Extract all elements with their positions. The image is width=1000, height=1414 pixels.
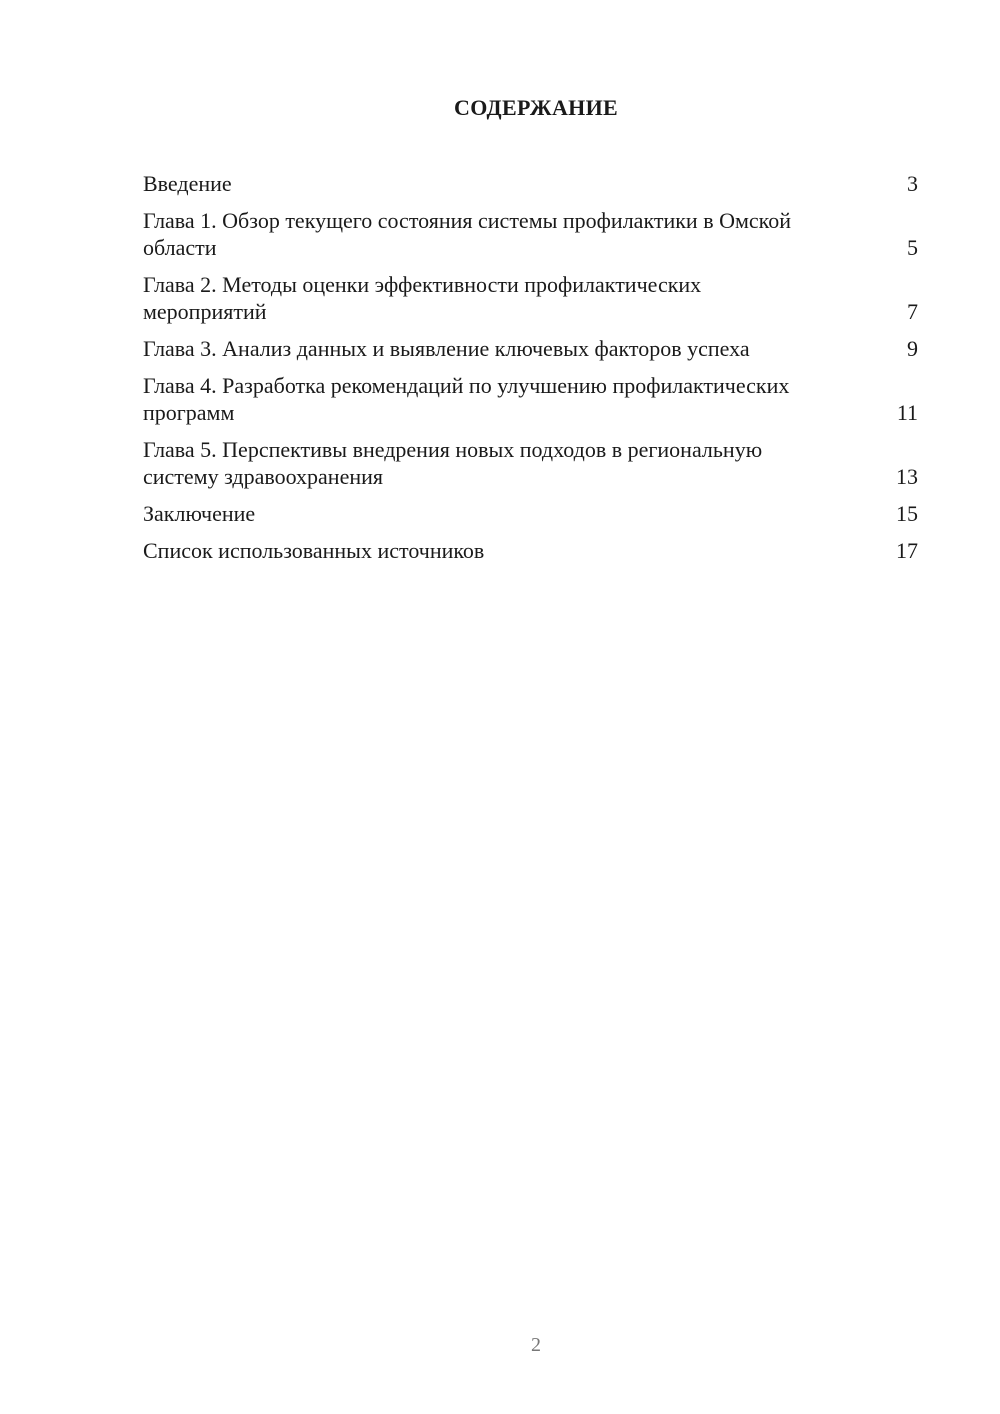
toc-entry-chapter-5[interactable] — [143, 436, 918, 490]
toc-entry-introduction[interactable] — [143, 170, 918, 197]
toc-entry-page: 3 — [907, 171, 918, 196]
toc-entry-title: Глава 5. Перспективы внедрения новых подходов в региональную систему здравоохранения — [143, 437, 763, 489]
toc-entry-page: 11 — [896, 400, 918, 425]
toc-entry-chapter-1[interactable] — [143, 207, 918, 261]
toc-entry-page: 15 — [896, 501, 918, 526]
toc-entry-references[interactable] — [143, 537, 918, 564]
toc-entry-chapter-2[interactable] — [143, 271, 918, 325]
toc-entry-chapter-4[interactable] — [143, 372, 918, 426]
table-of-contents — [143, 170, 918, 574]
toc-entry-chapter-3[interactable] — [143, 335, 918, 362]
toc-entry-title: Глава 2. Методы оценки эффективности профилактических мероприятий — [143, 272, 702, 324]
toc-entry-title: Заключение — [143, 501, 256, 526]
toc-entry-title: Введение — [143, 171, 232, 196]
toc-entry-page: 17 — [896, 538, 918, 563]
toc-entry-title: Глава 3. Анализ данных и выявление ключевых факторов успеха — [143, 336, 750, 361]
toc-entry-title: Список использованных источников — [143, 538, 485, 563]
toc-entry-page: 13 — [896, 464, 918, 489]
page-number: 2 — [531, 1334, 541, 1356]
toc-entry-page: 7 — [907, 299, 918, 324]
toc-entry-conclusion[interactable] — [143, 500, 918, 527]
toc-entry-page: 5 — [907, 235, 918, 260]
toc-entry-title: Глава 4. Разработка рекомендаций по улучшению профилактических программ — [143, 373, 790, 425]
toc-entry-page: 9 — [907, 336, 918, 361]
page-title: СОДЕРЖАНИЕ — [454, 95, 618, 120]
toc-entry-title: Глава 1. Обзор текущего состояния системы профилактики в Омской области — [143, 208, 792, 260]
